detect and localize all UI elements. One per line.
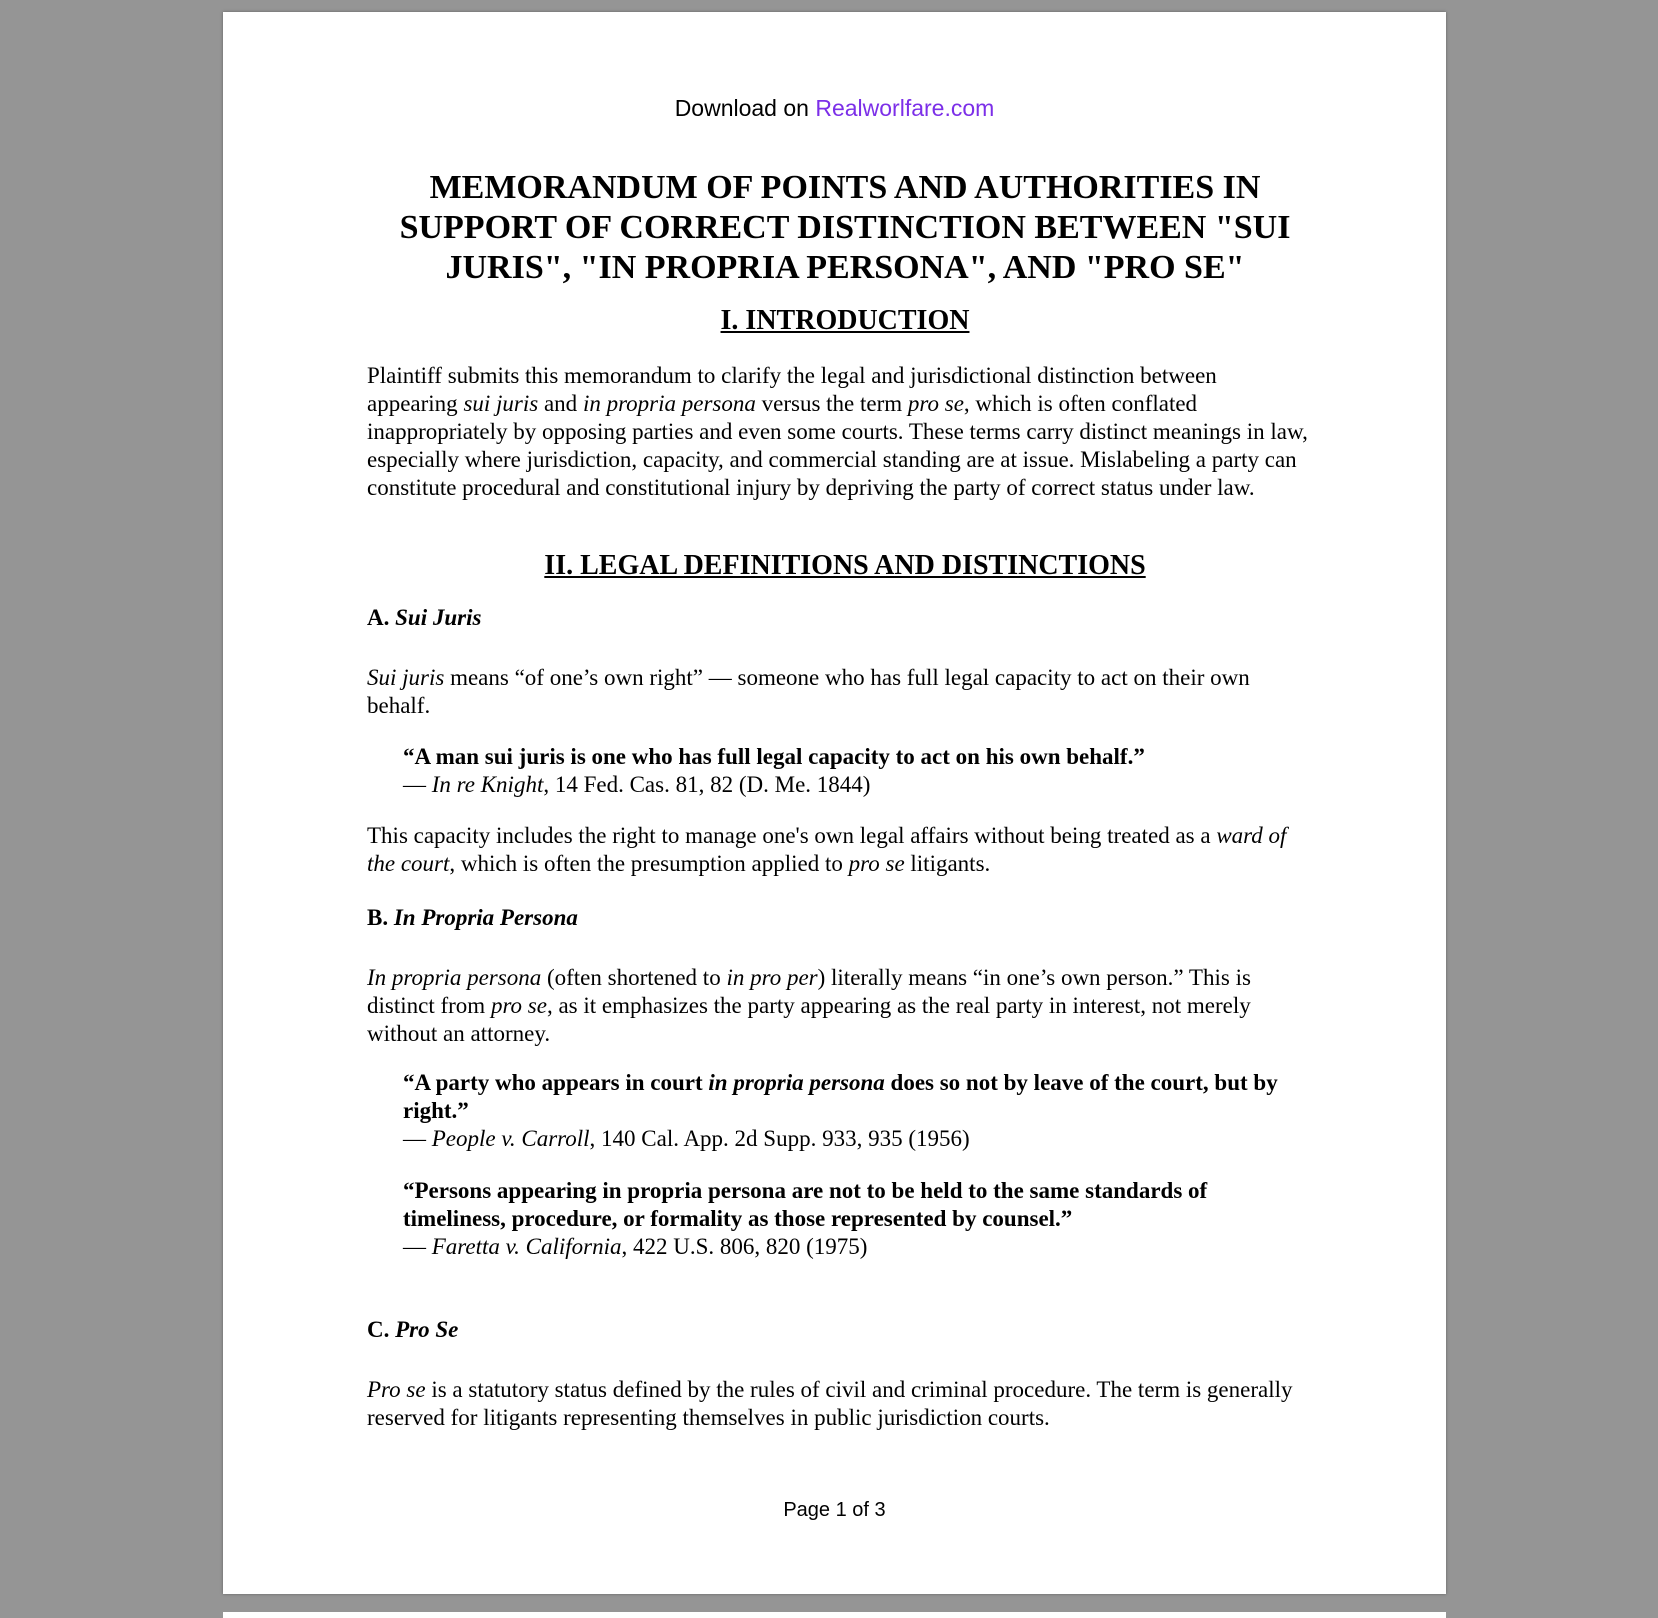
sui-juris-capacity-paragraph: This capacity includes the right to manage one's own legal affairs without being treated as a ward of the court, which is often the presumption applied to pro se litigants. [367,823,1287,876]
in-propria-persona-definition: In propria persona (often shortened to in pro per) literally means “in one’s own person.” This is distinct from pro se, as it emphasizes the party appearing as the real party in interest, not merely without an attorney. [367,965,1251,1046]
sui-juris-definition: Sui juris means “of one’s own right” — someone who has full legal capacity to act on their own behalf. [367,665,1250,718]
next-page-edge [223,1612,1446,1618]
download-link[interactable]: Realworlfare.com [815,95,995,121]
citation: — People v. Carroll, 140 Cal. App. 2d Supp. 933, 935 (1956) [403,1126,970,1151]
quote-text: “A man sui juris is one who has full legal capacity to act on his own behalf.” [403,744,1145,769]
subheading-sui-juris: A. Sui Juris [367,605,482,630]
subheading-in-propria-persona: B. In Propria Persona [367,905,578,930]
document-page [223,12,1446,1594]
citation: — Faretta v. California, 422 U.S. 806, 820 (1975) [403,1234,868,1259]
citation: — In re Knight, 14 Fed. Cas. 81, 82 (D. Me. 1844) [403,772,871,797]
quote-in-re-knight [403,743,1303,799]
section-heading-introduction: I. INTRODUCTION [720,305,970,336]
page-number: Page 1 of 3 [783,1499,886,1521]
download-prefix: Download on [674,95,809,121]
subheading-pro-se: C. Pro Se [367,1317,459,1342]
quote-people-v-carroll [403,1069,1303,1153]
download-banner [223,95,1446,122]
section-heading-definitions: II. LEGAL DEFINITIONS AND DISTINCTIONS [544,550,1146,581]
quote-text: “Persons appearing in propria persona are not to be held to the same standards of timeliness, procedure, or formality as those represented by counsel.” [403,1178,1208,1231]
pro-se-definition: Pro se is a statutory status defined by the rules of civil and criminal procedure. The term is generally reserved for litigants representing themselves in public jurisdiction courts. [367,1377,1293,1430]
quote-text: “A party who appears in court in propria persona does so not by leave of the court, but by right.” [403,1070,1278,1123]
document-title: MEMORANDUM OF POINTS AND AUTHORITIES IN SUPPORT OF CORRECT DISTINCTION BETWEEN "SUI JURIS", "IN PROPRIA PERSONA", AND "PRO SE" [399,169,1291,286]
introduction-paragraph: Plaintiff submits this memorandum to clarify the legal and jurisdictional distinction between appearing sui juris and in propria persona versus the term pro se, which is often conflated inappropriately by opposing parties and even some courts. These terms carry distinct meanings in law, especially where jurisdiction, capacity, and commercial standing are at issue. Mislabeling a party can constitute procedural and constitutional injury by depriving the party of correct status under law. [367,363,1308,500]
quote-faretta-v-california [403,1177,1303,1261]
